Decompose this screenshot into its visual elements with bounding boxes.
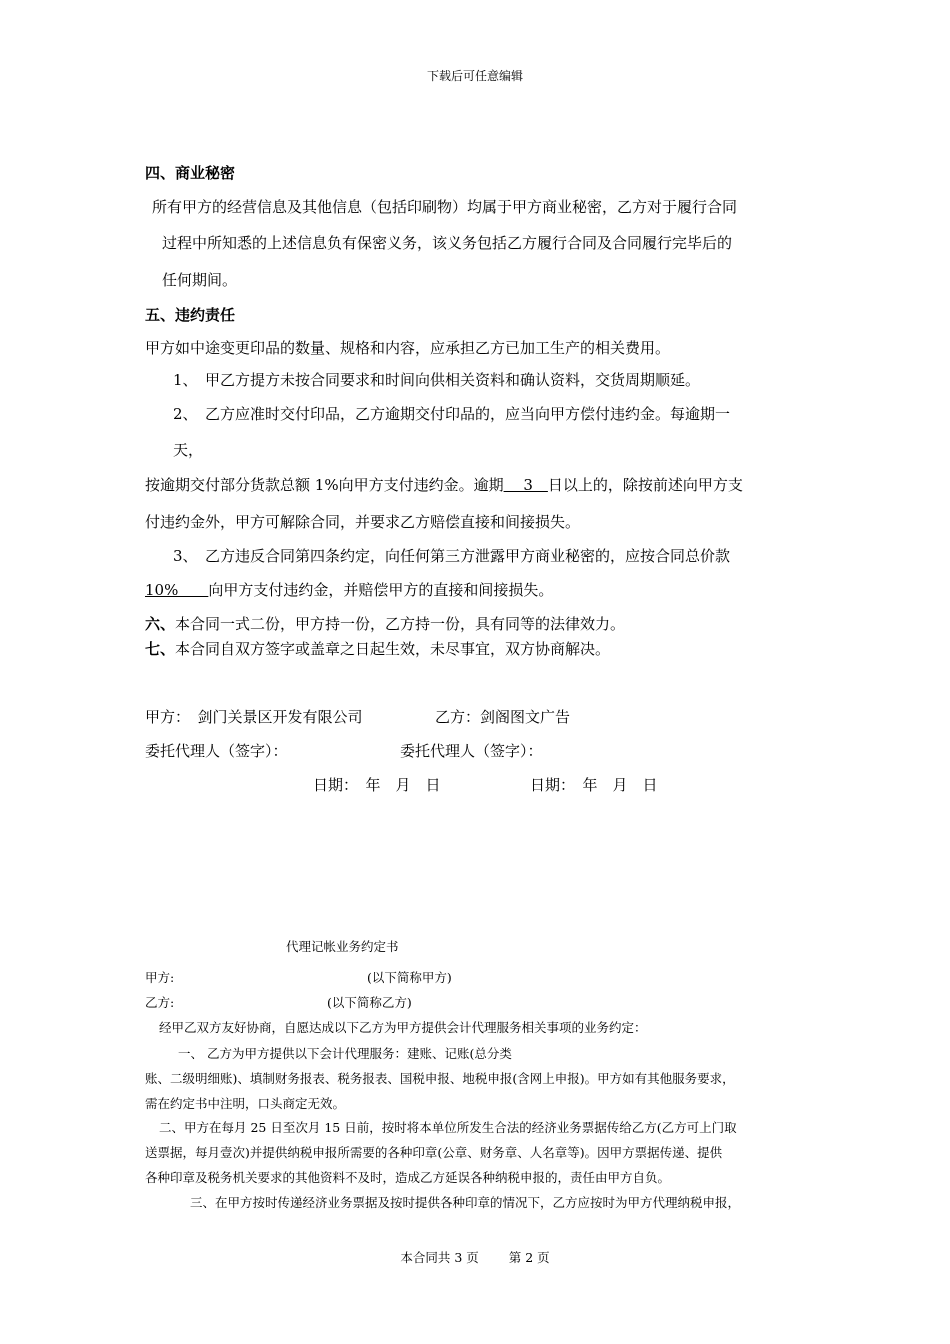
page-footer: [0, 1248, 950, 1266]
agreement-party-a-note: (以下简称甲方): [367, 970, 452, 985]
item-3-penalty-text: 向甲方支付违约金，并赔偿甲方的直接和间接损失。: [208, 581, 554, 599]
section-7-text: 本合同自双方签字或盖章之日起生效，未尽事宜，双方协商解决。: [175, 640, 611, 658]
section-5-intro: 甲方如中途变更印品的数量、规格和内容，应承担乙方已加工生产的相关费用。: [145, 339, 671, 357]
clause-1-line-1: 一、 乙方为甲方提供以下会计代理服务：建账、记账(总分类: [178, 1046, 512, 1061]
clause-1-line-2: 账、二级明细账)、填制财务报表、税务报表、国税申报、地税申报(含网上申报)。甲方如有其他服务要求，: [145, 1071, 735, 1086]
item-2-overdue-days: 3: [503, 476, 548, 494]
party-a-name: 甲方： 剑门关景区开发有限公司: [145, 708, 363, 726]
agreement-party-b-note: (以下简称乙方): [327, 995, 412, 1010]
item-2-penalty-text-cont: 日以上的，除按前述向甲方支: [547, 476, 743, 494]
section-5-item-2-line-3: [145, 474, 743, 495]
section-7-label: 七、: [145, 640, 176, 658]
clause-3-line-1: 三、在甲方按时传递经济业务票据及按时提供各种印章的情况下，乙方应按时为甲方代理纳税申报，: [190, 1195, 741, 1210]
agreement-party-b-label: 乙方:: [145, 995, 175, 1010]
party-a-date: 日期： 年 月 日: [313, 776, 441, 794]
section-5-heading: 五、违约责任: [145, 306, 236, 324]
section-5-item-2-line-2: 天，: [173, 441, 204, 459]
footer-page-number: 第 2 页: [508, 1250, 550, 1265]
section-4-line-2: 过程中所知悉的上述信息负有保密义务，该义务包括乙方履行合同及合同履行完毕后的: [162, 234, 733, 252]
clause-2-line-2: 送票据，每月壹次)并提供纳税申报所需要的各种印章(公章、财务章、人名章等)。因甲方票据传递、提供: [145, 1145, 723, 1160]
section-5-item-2-line-1: 2、 乙方应准时交付印品，乙方逾期交付印品的，应当向甲方偿付违约金。每逾期一: [173, 405, 731, 423]
section-5-item-1: 1、 甲乙方提方未按合同要求和时间向供相关资料和确认资料，交货周期顺延。: [173, 371, 701, 389]
section-4-line-3: 任何期间。: [162, 271, 238, 289]
agreement-party-a-label: 甲方:: [145, 970, 175, 985]
section-5-item-3-line-1: 3、 乙方违反合同第四条约定，向任何第三方泄露甲方商业秘密的，应按合同总价款: [173, 547, 731, 565]
party-b-agent: 委托代理人（签字）：: [400, 742, 543, 760]
page-header-note: 下载后可任意编辑: [426, 69, 523, 83]
agreement-intro: 经甲乙双方友好协商，自愿达成以下乙方为甲方提供会计代理服务相关事项的业务约定：: [159, 1020, 647, 1035]
section-4-heading: 四、商业秘密: [145, 164, 236, 182]
clause-1-line-3: 需在约定书中注明，口头商定无效。: [145, 1096, 346, 1111]
section-6: [145, 613, 625, 634]
clause-2-line-3: 各种印章及税务机关要求的其他资料不及时，造成乙方延误各种纳税申报的，责任由甲方自负。: [145, 1170, 671, 1185]
section-4-line-1: 所有甲方的经营信息及其他信息（包括印刷物）均属于甲方商业秘密，乙方对于履行合同: [152, 198, 738, 216]
footer-total-pages: 本合同共 3 页: [400, 1250, 479, 1265]
item-3-penalty-rate: 10%: [145, 581, 209, 599]
party-b-name: 乙方：剑阁图文广告: [435, 708, 571, 726]
party-a-agent: 委托代理人（签字）：: [145, 742, 288, 760]
section-5-item-2-line-4: 付违约金外，甲方可解除合同，并要求乙方赔偿直接和间接损失。: [145, 513, 581, 531]
section-6-text: 本合同一式二份，甲方持一份，乙方持一份，具有同等的法律效力。: [175, 615, 626, 633]
section-5-item-3-line-2: [145, 579, 553, 600]
party-b-date: 日期： 年 月 日: [530, 776, 658, 794]
clause-2-line-1: 二、甲方在每月 25 日至次月 15 日前，按时将本单位所发生合法的经济业务票据传给乙方(乙方可上门取: [159, 1120, 737, 1135]
section-7: [145, 638, 610, 659]
section-6-label: 六、: [145, 615, 176, 633]
item-2-penalty-text: 按逾期交付部分货款总额 1%向甲方支付违约金。逾期: [145, 476, 504, 494]
agreement-title: 代理记帐业务约定书: [286, 939, 399, 954]
